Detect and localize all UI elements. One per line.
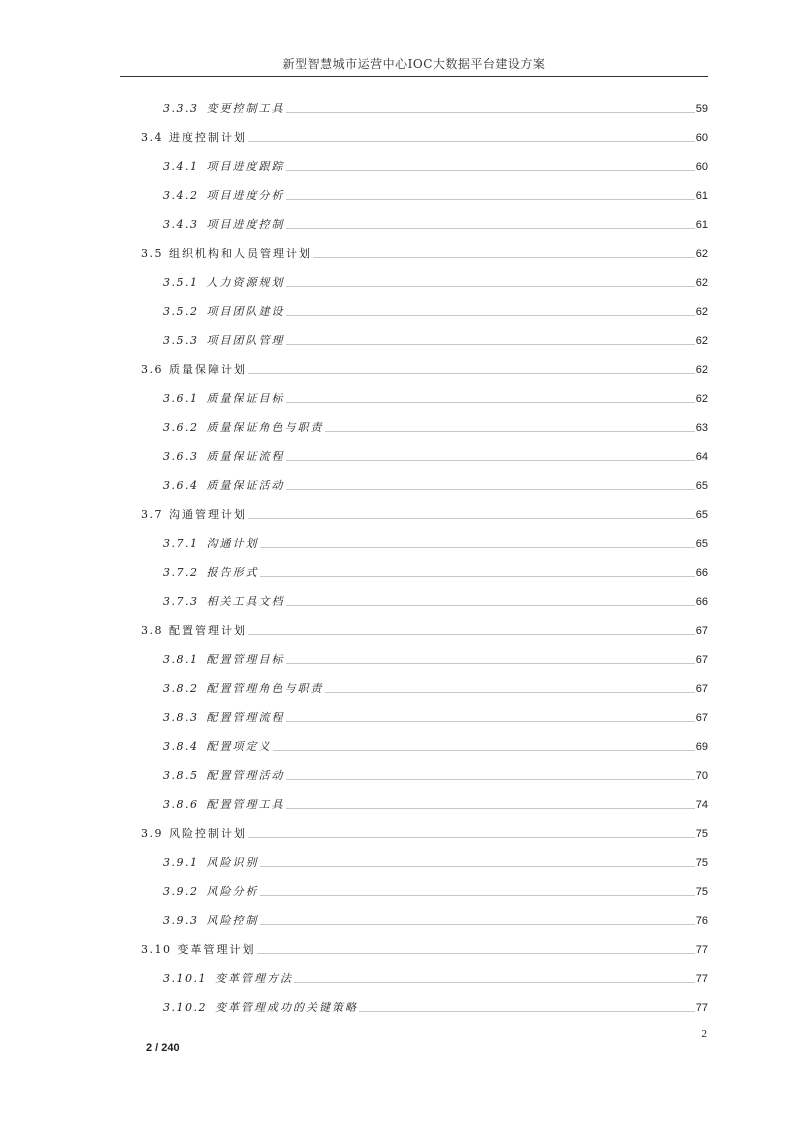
toc-leader-dots	[286, 779, 695, 780]
toc-entry[interactable]	[163, 273, 708, 293]
toc-entry[interactable]	[163, 186, 708, 206]
toc-entry-title: 变革管理计划	[177, 943, 256, 956]
toc-entry-title: 配置管理目标	[206, 653, 285, 666]
toc-leader-dots	[286, 460, 695, 461]
toc-entry[interactable]	[141, 824, 708, 844]
toc-leader-dots	[286, 721, 695, 722]
toc-entry[interactable]	[163, 389, 708, 409]
toc-entry-title: 项目进度分析	[206, 189, 285, 202]
toc-entry-page: 65	[695, 509, 708, 521]
toc-leader-dots	[286, 286, 695, 287]
toc-leader-dots	[257, 953, 695, 954]
toc-entry[interactable]	[163, 563, 708, 583]
toc-entry-page: 77	[695, 1002, 708, 1014]
toc-entry-number: 3.10	[141, 943, 172, 956]
toc-entry[interactable]	[141, 244, 708, 264]
toc-entry-title: 配置管理活动	[206, 769, 285, 782]
toc-entry-number: 3.7.3	[163, 595, 199, 608]
toc-leader-dots	[248, 634, 695, 635]
toc-entry-page: 76	[695, 915, 708, 927]
toc-entry-page: 67	[695, 654, 708, 666]
toc-entry[interactable]	[163, 969, 708, 989]
toc-entry[interactable]	[141, 360, 708, 380]
toc-entry[interactable]	[163, 882, 708, 902]
toc-entry-page: 62	[695, 306, 708, 318]
toc-entry-page: 67	[695, 625, 708, 637]
toc-entry-number: 3.4.1	[163, 160, 199, 173]
toc-entry[interactable]	[141, 621, 708, 641]
toc-entry-page: 75	[695, 857, 708, 869]
toc-entry-number: 3.5.1	[163, 276, 199, 289]
toc-leader-dots	[248, 373, 695, 374]
toc-entry-title: 人力资源规划	[206, 276, 285, 289]
toc-leader-dots	[286, 315, 695, 316]
toc-leader-dots	[248, 141, 695, 142]
toc-leader-dots	[248, 518, 695, 519]
toc-entry-title: 配置项定义	[206, 740, 272, 753]
toc-entry[interactable]	[141, 505, 708, 525]
toc-entry-number: 3.8.6	[163, 798, 199, 811]
toc-entry-number: 3.10.2	[163, 1001, 207, 1014]
toc-leader-dots	[273, 750, 695, 751]
toc-leader-dots	[325, 431, 695, 432]
toc-entry-number: 3.6.2	[163, 421, 199, 434]
toc-entry-page: 60	[695, 161, 708, 173]
toc-entry[interactable]	[163, 534, 708, 554]
toc-leader-dots	[286, 402, 695, 403]
toc-entry-title: 质量保障计划	[169, 363, 247, 376]
page-count: 2 / 240	[146, 1042, 180, 1054]
toc-entry-page: 62	[695, 335, 708, 347]
toc-entry-page: 67	[695, 712, 708, 724]
page-number: 2	[701, 1028, 707, 1040]
toc-entry[interactable]	[163, 650, 708, 670]
page-header: 新型智慧城市运营中心IOC大数据平台建设方案	[120, 56, 708, 77]
toc-entry-title: 配置管理计划	[169, 624, 247, 637]
toc-leader-dots	[286, 112, 695, 113]
toc-entry-page: 77	[695, 944, 708, 956]
toc-entry-page: 64	[695, 451, 708, 463]
toc-entry-number: 3.7.2	[163, 566, 199, 579]
toc-entry-page: 66	[695, 596, 708, 608]
toc-entry-page: 62	[695, 277, 708, 289]
toc-entry[interactable]	[163, 737, 708, 757]
toc-leader-dots	[260, 895, 695, 896]
toc-entry-page: 62	[695, 248, 708, 260]
toc-entry-title: 风险分析	[206, 885, 259, 898]
toc-entry-number: 3.8.4	[163, 740, 199, 753]
toc-entry[interactable]	[163, 911, 708, 931]
toc-entry-title: 配置管理流程	[206, 711, 285, 724]
toc-entry-title: 沟通管理计划	[169, 508, 247, 521]
toc-entry-title: 进度控制计划	[169, 131, 247, 144]
toc-entry-page: 75	[695, 828, 708, 840]
toc-leader-dots	[286, 489, 695, 490]
toc-entry-number: 3.7.1	[163, 537, 199, 550]
toc-entry-page: 70	[695, 770, 708, 782]
toc-entry-page: 61	[695, 190, 708, 202]
toc-entry-number: 3.6	[141, 363, 163, 376]
toc-entry-page: 59	[695, 103, 708, 115]
toc-entry-page: 60	[695, 132, 708, 144]
toc-leader-dots	[248, 837, 695, 838]
toc-entry[interactable]	[163, 447, 708, 467]
toc-entry-page: 75	[695, 886, 708, 898]
toc-entry-title: 沟通计划	[206, 537, 259, 550]
toc-entry-title: 变革管理方法	[215, 972, 293, 985]
toc-leader-dots	[286, 228, 695, 229]
toc-entry-number: 3.5	[141, 247, 163, 260]
toc-entry-number: 3.4	[141, 131, 163, 144]
toc-leader-dots	[286, 199, 695, 200]
toc-entry-title: 质量保证活动	[206, 479, 285, 492]
toc-entry-number: 3.5.3	[163, 334, 199, 347]
toc-entry-title: 风险控制计划	[169, 827, 247, 840]
toc-entry-number: 3.9.2	[163, 885, 199, 898]
toc-entry-number: 3.8.3	[163, 711, 199, 724]
toc-entry[interactable]	[163, 592, 708, 612]
toc-entry-number: 3.3.3	[163, 102, 199, 115]
toc-entry-title: 报告形式	[206, 566, 259, 579]
toc-entry-title: 项目团队管理	[206, 334, 285, 347]
toc-entry[interactable]	[163, 302, 708, 322]
toc-entry[interactable]	[163, 708, 708, 728]
toc-entry-page: 62	[695, 364, 708, 376]
toc-entry[interactable]	[163, 998, 708, 1018]
toc-entry-title: 项目团队建设	[206, 305, 285, 318]
toc-entry-number: 3.9	[141, 827, 163, 840]
toc-entry-title: 组织机构和人员管理计划	[169, 247, 312, 260]
toc-entry-number: 3.8.1	[163, 653, 199, 666]
toc-entry[interactable]	[163, 99, 708, 119]
toc-entry-page: 63	[695, 422, 708, 434]
toc-entry-title: 质量保证流程	[206, 450, 285, 463]
toc-entry[interactable]	[163, 157, 708, 177]
toc-entry-page: 66	[695, 567, 708, 579]
toc-entry-title: 质量保证角色与职责	[206, 421, 324, 434]
toc-leader-dots	[286, 663, 695, 664]
toc-entry-title: 风险识别	[206, 856, 259, 869]
toc-entry-number: 3.6.3	[163, 450, 199, 463]
toc-entry-title: 质量保证目标	[206, 392, 285, 405]
toc-entry-title: 配置管理角色与职责	[206, 682, 324, 695]
toc-entry-number: 3.5.2	[163, 305, 199, 318]
toc-entry-number: 3.4.2	[163, 189, 199, 202]
toc-entry-title: 变革管理成功的关键策略	[215, 1001, 358, 1014]
toc-entry-number: 3.4.3	[163, 218, 199, 231]
toc-entry[interactable]	[163, 215, 708, 235]
toc-entry-page: 69	[695, 741, 708, 753]
toc-entry[interactable]	[141, 940, 708, 960]
toc-leader-dots	[260, 866, 695, 867]
toc-entry-title: 变更控制工具	[206, 102, 285, 115]
toc-leader-dots	[286, 170, 695, 171]
toc-entry[interactable]	[141, 128, 708, 148]
toc-entry[interactable]	[163, 795, 708, 815]
toc-entry-page: 74	[695, 799, 708, 811]
toc-entry-number: 3.6.1	[163, 392, 199, 405]
toc-leader-dots	[260, 547, 695, 548]
toc-entry-page: 61	[695, 219, 708, 231]
toc-entry-number: 3.8.2	[163, 682, 199, 695]
toc-entry-page: 77	[695, 973, 708, 985]
toc-entry-number: 3.9.1	[163, 856, 199, 869]
toc-entry-title: 项目进度跟踪	[206, 160, 285, 173]
toc-leader-dots	[325, 692, 695, 693]
toc-leader-dots	[359, 1011, 695, 1012]
toc-entry-number: 3.8.5	[163, 769, 199, 782]
toc-leader-dots	[313, 257, 695, 258]
toc-entry-title: 项目进度控制	[206, 218, 285, 231]
toc-entry[interactable]	[163, 476, 708, 496]
toc-entry-title: 配置管理工具	[206, 798, 285, 811]
toc-entry-title: 相关工具文档	[206, 595, 285, 608]
toc-entry-page: 62	[695, 393, 708, 405]
toc-entry-number: 3.7	[141, 508, 163, 521]
toc-entry-page: 67	[695, 683, 708, 695]
toc-entry-number: 3.9.3	[163, 914, 199, 927]
toc-leader-dots	[286, 808, 695, 809]
toc-leader-dots	[260, 924, 695, 925]
toc-entry[interactable]	[163, 331, 708, 351]
toc-entry[interactable]	[163, 418, 708, 438]
toc-entry-page: 65	[695, 480, 708, 492]
toc-leader-dots	[294, 982, 695, 983]
toc-entry-number: 3.8	[141, 624, 163, 637]
toc-entry-title: 风险控制	[206, 914, 259, 927]
toc-entry[interactable]	[163, 679, 708, 699]
toc-leader-dots	[286, 605, 695, 606]
toc-entry-number: 3.10.1	[163, 972, 207, 985]
toc-entry[interactable]	[163, 853, 708, 873]
toc-leader-dots	[286, 344, 695, 345]
toc-leader-dots	[260, 576, 695, 577]
toc-entry-page: 65	[695, 538, 708, 550]
toc-entry-number: 3.6.4	[163, 479, 199, 492]
toc-entry[interactable]	[163, 766, 708, 786]
